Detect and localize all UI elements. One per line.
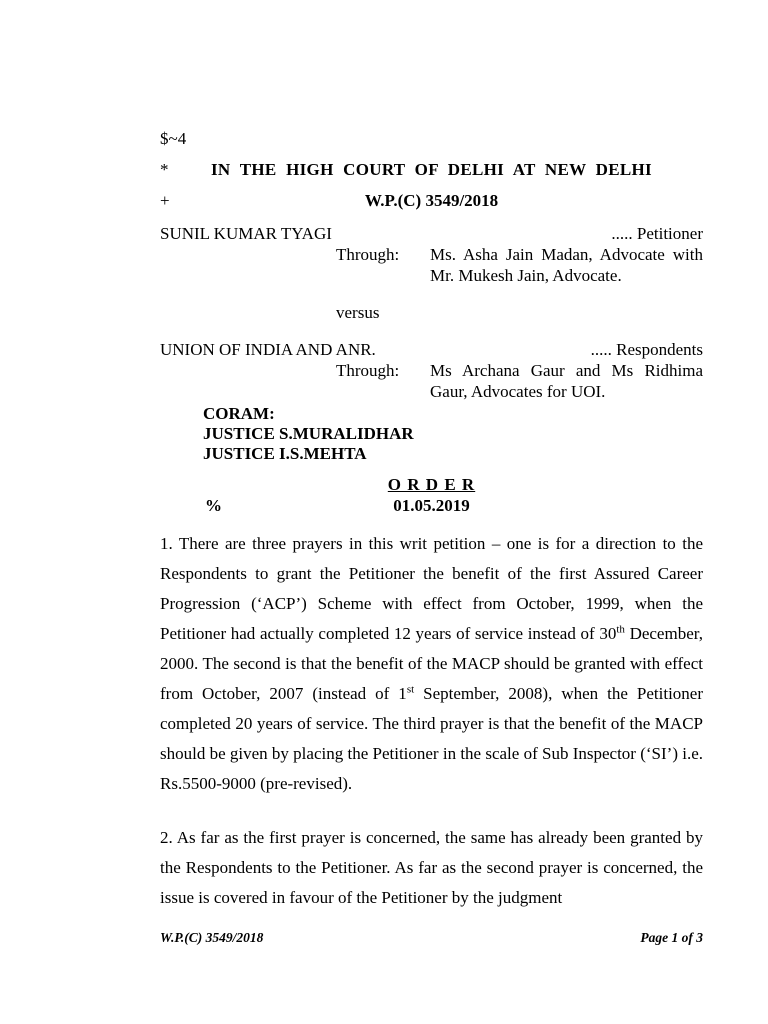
- respondent-row: [160, 339, 703, 360]
- order-title-row: [160, 474, 703, 495]
- petitioner-designation: ..... Petitioner: [611, 224, 703, 243]
- spacer: [160, 360, 336, 402]
- paragraph-text: September, 2008), when the Petitioner completed 20 years of service. The third prayer is that the benefit of the MACP should be given by placing the Petitioner in the scale of Sub Inspector (‘SI’) i.e. Rs.5500-9000 (pre-revised).: [160, 684, 703, 793]
- petitioner-row: [160, 223, 703, 244]
- spacer: [160, 244, 336, 286]
- order-title: O R D E R: [387, 475, 476, 494]
- respondent-counsel-row: [160, 360, 703, 402]
- respondent-name: UNION OF INDIA AND ANR.: [160, 340, 376, 359]
- respondent-through-label: Through:: [336, 361, 400, 380]
- ordinal-superscript: th: [616, 623, 625, 636]
- petitioner-through-label: Through:: [336, 245, 400, 264]
- order-date: 01.05.2019: [393, 496, 470, 515]
- case-number: W.P.(C) 3549/2018: [364, 191, 499, 210]
- respondent-counsel-line: Gaur, Advocates for UOI.: [430, 382, 606, 401]
- petitioner-counsel-line: Ms. Asha Jain Madan, Advocate with: [430, 245, 703, 264]
- judge-name-1: JUSTICE S.MURALIDHAR: [203, 424, 414, 443]
- court-title: IN THE HIGH COURT OF DELHI AT NEW DELHI: [211, 160, 652, 179]
- petitioner-counsel-row: [160, 244, 703, 286]
- paragraph-text: 2. As far as the first prayer is concerned, the same has already been granted by the Respondents to the Petitioner. As far as the second prayer is concerned, the issue is covered in favour of the Petitioner by the judgment: [160, 828, 703, 907]
- percent-mark: %: [205, 496, 222, 515]
- paragraph-text: December, 2000. The second is that the benefit of the MACP should be granted with effect from October, 2007 (instead of 1: [160, 624, 703, 703]
- court-title-row: [160, 159, 703, 180]
- versus-label: versus: [336, 303, 380, 322]
- coram-block: [203, 404, 703, 464]
- order-paragraph-1: [160, 529, 703, 799]
- respondent-counsel-line: Ms Archana Gaur and Ms Ridhima: [430, 361, 703, 380]
- order-date-row: [160, 495, 703, 516]
- respondent-designation: ..... Respondents: [590, 340, 703, 359]
- petitioner-name: SUNIL KUMAR TYAGI: [160, 224, 332, 243]
- paragraph-text: 1. There are three prayers in this writ petition – one is for a direction to the Respondents to grant the Petitioner the benefit of the first Assured Career Progression (‘ACP’) Scheme with effect from October, 1999, when the Petitioner had actually completed 12 years of service instead of 30: [160, 534, 703, 643]
- ordinal-superscript: st: [406, 683, 415, 696]
- star-mark: *: [160, 160, 169, 179]
- page-content: [160, 128, 703, 913]
- petitioner-counsel-line: Mr. Mukesh Jain, Advocate.: [430, 266, 622, 285]
- coram-label: CORAM:: [203, 404, 275, 423]
- page-footer: [160, 930, 703, 946]
- order-paragraph-2: [160, 823, 703, 913]
- plus-mark: +: [160, 191, 170, 210]
- case-serial-mark: $~4: [160, 129, 187, 148]
- judge-name-2: JUSTICE I.S.MEHTA: [203, 444, 367, 463]
- respondent-counsel: [430, 360, 703, 402]
- petitioner-counsel: [430, 244, 703, 286]
- case-number-row: [160, 190, 703, 211]
- footer-page-number: Page 1 of 3: [640, 930, 703, 945]
- footer-case-number: W.P.(C) 3549/2018: [160, 930, 264, 945]
